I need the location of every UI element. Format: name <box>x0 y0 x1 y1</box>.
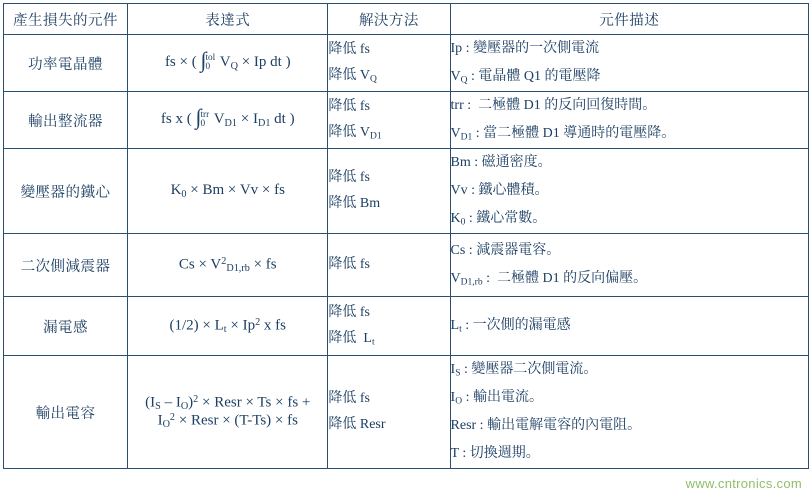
cell-component: 輸出電容 <box>4 356 128 469</box>
table-row <box>4 297 809 356</box>
solution-line: 降低 $V_{D1}$ <box>328 124 382 142</box>
cell-description <box>450 234 808 297</box>
cell-expression: fs × ( ∫ tol 0 $V_Q \times Ip$ dt ) <box>128 35 328 92</box>
cell-solution <box>328 149 450 234</box>
description-line: Vv : 鐵心體積。 <box>450 183 549 198</box>
description-line: $L_t$ : 一次側的漏電感 <box>450 318 571 335</box>
table-row <box>4 149 809 234</box>
cell-expression: $K_0 \times Bm \times Vv$ × fs <box>128 149 328 234</box>
power-loss-table <box>3 3 809 469</box>
cell-component: 輸出整流器 <box>4 92 128 149</box>
table-row <box>4 35 809 92</box>
header-description: 元件描述 <box>450 4 808 35</box>
expression-line: $(I_S - I_O)^2$ × Resr × Ts × fs + <box>145 393 311 412</box>
cell-expression: $Cs \times V^2_{D1,rb}$ × fs <box>128 234 328 297</box>
cell-solution <box>328 35 450 92</box>
table-row <box>4 234 809 297</box>
solution-line: 降低 fs <box>328 98 370 114</box>
solution-line: 降低 fs <box>328 391 370 407</box>
description-line: T : 切換週期。 <box>450 446 540 461</box>
solution-line: 降低 fs <box>328 170 370 186</box>
description-line: Ip : 變壓器的一次側電流 <box>450 41 600 56</box>
cell-solution <box>328 297 450 356</box>
description-line: trr : 二極體 D1 的反向回復時間。 <box>450 98 657 113</box>
solution-line: 降低 Bm <box>328 196 381 211</box>
cell-description <box>450 149 808 234</box>
cell-component: 功率電晶體 <box>4 35 128 92</box>
description-line: $V_Q$ : 電晶體 Q1 的電壓降 <box>450 69 601 86</box>
header-solution: 解決方法 <box>328 4 450 35</box>
header-expression: 表達式 <box>128 4 328 35</box>
expression-line: $I_O^2$ × Resr × (T-Ts) × fs <box>157 412 298 431</box>
table-row <box>4 92 809 149</box>
table-header-row <box>4 4 809 35</box>
description-line: $V_{D1,rb}$ : 二極體 D1 的反向偏壓。 <box>450 271 648 288</box>
cell-component: 漏電感 <box>4 297 128 356</box>
watermark: www.cntronics.com <box>685 476 802 491</box>
cell-solution <box>328 356 450 469</box>
cell-description <box>450 297 808 356</box>
document-page <box>0 3 812 497</box>
table-body <box>4 35 809 469</box>
description-line: Resr : 輸出電解電容的內電阻。 <box>450 418 642 433</box>
solution-line: 降低 $V_Q$ <box>328 67 377 85</box>
cell-description <box>450 356 808 469</box>
cell-expression: $(1/2) \times L_t \times Ip^2$ x fs <box>128 297 328 356</box>
description-line: $V_{D1}$ : 當二極體 D1 導通時的電壓降。 <box>450 126 676 143</box>
cell-description <box>450 35 808 92</box>
cell-description <box>450 92 808 149</box>
description-line: Cs : 減震器電容。 <box>450 243 561 258</box>
solution-line: 降低 fs <box>328 304 370 320</box>
solution-line: 降低 Resr <box>328 417 386 432</box>
cell-component: 變壓器的鐵心 <box>4 149 128 234</box>
header-component: 產生損失的元件 <box>4 4 128 35</box>
description-line: $K_0$ : 鐵心常數。 <box>450 211 547 228</box>
cell-solution <box>328 234 450 297</box>
cell-component: 二次側減震器 <box>4 234 128 297</box>
cell-expression: fs x ( ∫ trr 0 $V_{D1} \times I_{D1}$ dt ) <box>128 92 328 149</box>
table-row <box>4 356 809 469</box>
description-line: $I_S$ : 變壓器二次側電流。 <box>450 362 598 379</box>
solution-line: 降低 fs <box>328 41 370 57</box>
cell-solution <box>328 92 450 149</box>
description-line: $I_O$ : 輸出電流。 <box>450 390 543 407</box>
solution-line: 降低 fs <box>328 257 370 273</box>
table-header <box>4 4 809 35</box>
description-line: Bm : 磁通密度。 <box>450 155 552 170</box>
cell-expression <box>128 356 328 469</box>
solution-line: 降低 $L_t$ <box>328 330 375 348</box>
